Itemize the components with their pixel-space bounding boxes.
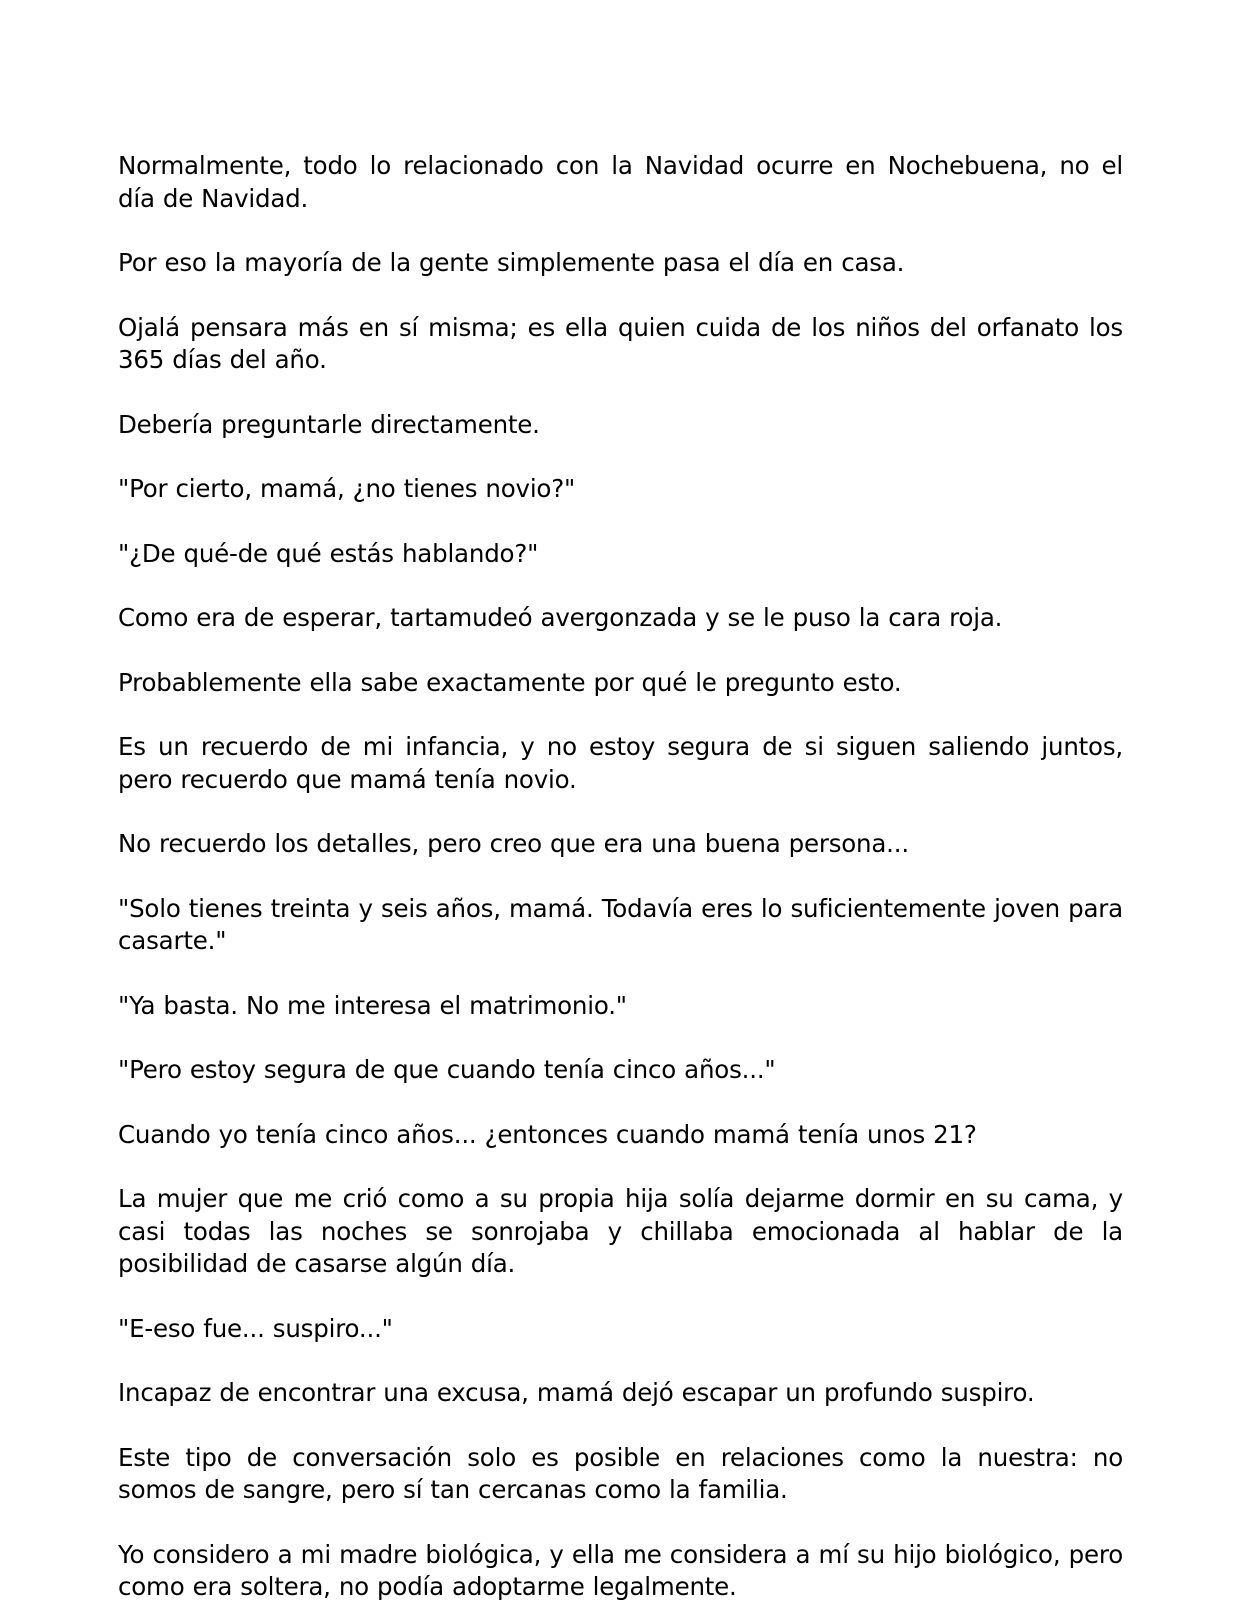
paragraph: "Por cierto, mamá, ¿no tienes novio?" xyxy=(118,474,576,503)
paragraph: Incapaz de encontrar una excusa, mamá dejó escapar un profundo suspiro. xyxy=(118,1378,1035,1407)
paragraph: Ojalá pensara más en sí misma; es ella quien cuida de los niños del orfanato los 365 días del año. xyxy=(118,312,1123,374)
paragraph: Este tipo de conversación solo es posible en relaciones como la nuestra: no somos de sangre, pero sí tan cercanas como la familia. xyxy=(118,1442,1123,1504)
paragraph: Normalmente, todo lo relacionado con la Navidad ocurre en Nochebuena, no el día de Navidad. xyxy=(118,151,1123,213)
paragraph: Es un recuerdo de mi infancia, y no estoy segura de si siguen saliendo juntos, pero recuerdo que mamá tenía novio. xyxy=(118,732,1123,794)
paragraph: Debería preguntarle directamente. xyxy=(118,409,540,439)
paragraph: "¿De qué-de qué estás hablando?" xyxy=(118,538,539,568)
paragraph: No recuerdo los detalles, pero creo que era una buena persona... xyxy=(118,829,909,858)
paragraph: "Pero estoy segura de que cuando tenía cinco años..." xyxy=(118,1055,776,1084)
paragraph: "Ya basta. No me interesa el matrimonio." xyxy=(118,990,627,1020)
paragraph: Yo considero a mi madre biológica, y ella me considera a mí su hijo biológico, pero como era soltera, no podía adoptarme legalmente. xyxy=(118,1539,1123,1601)
paragraph: "Solo tienes treinta y seis años, mamá. Todavía eres lo suficientemente joven para casarte." xyxy=(118,893,1123,955)
paragraph: La mujer que me crió como a su propia hija solía dejarme dormir en su cama, y casi todas las noches se sonrojaba y chillaba emocionada al hablar de la posibilidad de casarse algún día. xyxy=(118,1184,1123,1278)
paragraph: Por eso la mayoría de la gente simplemente pasa el día en casa. xyxy=(118,248,905,277)
document-body xyxy=(118,150,1123,1620)
paragraph: "E-eso fue... suspiro..." xyxy=(118,1313,393,1343)
paragraph: Probablemente ella sabe exactamente por qué le pregunto esto. xyxy=(118,667,902,697)
paragraph: Cuando yo tenía cinco años... ¿entonces cuando mamá tenía unos 21? xyxy=(118,1119,977,1149)
paragraph: Como era de esperar, tartamudeó avergonzada y se le puso la cara roja. xyxy=(118,603,1003,632)
